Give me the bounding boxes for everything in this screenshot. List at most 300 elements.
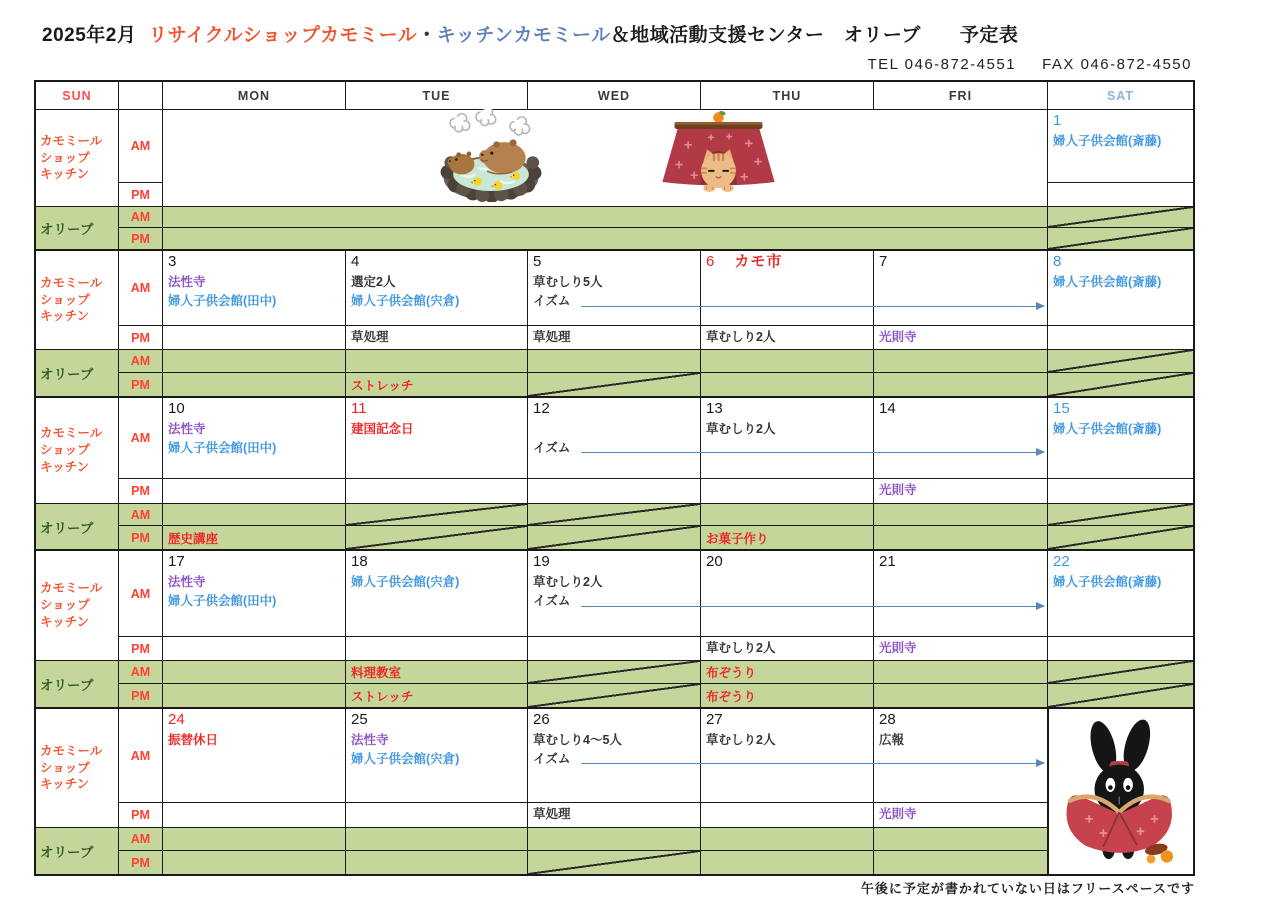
day-pm-cell [346, 803, 527, 827]
chamomile-label-line: ショップ [40, 443, 90, 458]
day-number: 15 [1053, 400, 1070, 417]
chamomile-label-line: ショップ [40, 292, 90, 307]
day-am-cell [874, 551, 1047, 637]
am-row-label: AM [119, 251, 162, 326]
tel-number: TEL 046-872-4551 [867, 56, 1017, 73]
day-number-line [528, 709, 700, 731]
day-number-line [346, 251, 527, 273]
olive-pm-cell [528, 851, 700, 874]
day-number: 22 [1053, 553, 1070, 570]
event-text: 草むしり2人 [706, 422, 776, 436]
olive-merged-column [163, 207, 1048, 249]
event-text: 婦人子供会館(宍倉) [351, 575, 460, 589]
day-column [874, 709, 1048, 827]
olive-pm-cell [528, 684, 700, 707]
olive-ampm-column [119, 661, 163, 707]
olive-am-cell [528, 828, 700, 851]
day-number: 11 [351, 400, 367, 417]
day-column [874, 251, 1048, 349]
chamomile-group [36, 251, 1193, 349]
pm-row-label: PM [131, 330, 150, 345]
olive-am-cell [163, 828, 345, 851]
day-am-cell [163, 709, 345, 803]
day-column [163, 709, 346, 827]
black-rabbit-svg [1059, 717, 1183, 867]
title-separator-dot: ・ [417, 25, 437, 46]
day-number-line [163, 551, 345, 573]
olive-am-cell [1048, 661, 1193, 684]
day-am-cell [163, 398, 345, 479]
event-text: 婦人子供会館(斎藤) [1053, 422, 1162, 436]
week-row-2 [36, 251, 1193, 398]
day-pm-cell [346, 479, 527, 503]
header-cell-MON: MON [163, 82, 346, 109]
day-number-line [163, 251, 345, 273]
olive-event-text: お菓子作り [706, 531, 769, 546]
day-pm-cell [1048, 637, 1193, 660]
arrow-head-icon [1036, 759, 1045, 767]
kotatsu-cat-illustration [641, 110, 796, 206]
title-month: 2025年2月 [42, 25, 137, 46]
footer-note: 午後に予定が書かれていない日はフリースペースです [860, 881, 1195, 896]
kotatsu-cat-svg [641, 110, 796, 201]
event-text: 婦人子供会館(田中) [168, 440, 277, 455]
event-text: 法性寺 [351, 733, 389, 747]
title-olive-center: ＆地域活動支援センター オリーブ 予定表 [610, 25, 1019, 46]
olive-am-cell [701, 828, 873, 851]
day-am-cell [528, 709, 700, 803]
header-cell-SUN: SUN [36, 82, 119, 109]
olive-am-cell [163, 504, 345, 526]
olive-day-column [528, 350, 701, 396]
olive-pm-cell [528, 526, 700, 549]
olive-group [36, 660, 1193, 707]
olive-am-cell [874, 504, 1047, 526]
olive-row-label: オリーブ [36, 350, 119, 396]
olive-row-label: オリーブ [36, 661, 119, 707]
page-title [42, 20, 1018, 47]
olive-event-text: ストレッチ [351, 689, 414, 704]
pm-row-label: PM [131, 641, 150, 656]
olive-am-row-label: AM [119, 504, 162, 526]
olive-day-column [528, 828, 701, 874]
event-text: 草むしり4～5人 [533, 733, 622, 747]
ampm-column [119, 709, 163, 827]
day-number: 17 [168, 553, 185, 570]
olive-day-column [163, 350, 346, 396]
rabbit-illustration-cell [1048, 709, 1193, 874]
day-pm-cell [346, 326, 527, 349]
day-number: 8 [1053, 253, 1062, 270]
chamomile-label-line: キッチン [40, 459, 90, 474]
day-number-line [528, 551, 700, 573]
event-text: イズム [533, 751, 571, 766]
header-cell-SAT: SAT [1106, 88, 1135, 103]
event-text: 草むしり2人 [706, 641, 776, 655]
day-number-line [701, 551, 873, 573]
week-row-3 [36, 398, 1193, 551]
chamomile-label-line: キッチン [40, 167, 90, 182]
header-cell-THU: THU [701, 82, 874, 109]
chamomile-label-line: カモミール [40, 133, 103, 148]
olive-event-text: 布ぞうり [706, 666, 757, 680]
olive-am-cell [346, 828, 527, 851]
day-pm-cell [701, 479, 873, 503]
olive-pm-cell [528, 373, 700, 396]
day-pm-cell [701, 326, 873, 349]
chamomile-label-line: キッチン [40, 777, 90, 792]
olive-pm-row-label: PM [119, 684, 162, 707]
day-am-cell [528, 398, 700, 479]
olive-pm-cell [163, 373, 345, 396]
day-pm-cell [701, 803, 873, 827]
event-text: 法性寺 [168, 575, 206, 589]
olive-pm-cell [701, 684, 873, 707]
day-number-line [1048, 110, 1193, 132]
chamomile-row-label [36, 110, 119, 206]
olive-day-column [528, 661, 701, 707]
olive-am-cell [346, 350, 527, 373]
event-text: 婦人子供会館(宍倉) [351, 751, 460, 766]
day-number-line [701, 251, 873, 273]
chamomile-group [36, 110, 1193, 206]
olive-day-column [701, 350, 874, 396]
day-am-cell [346, 251, 527, 326]
day-pm-cell [528, 326, 700, 349]
day-column [701, 251, 874, 349]
olive-day-column [163, 504, 346, 549]
olive-day-column [701, 661, 874, 707]
ampm-column [119, 251, 163, 349]
day-column [528, 398, 701, 503]
olive-pm-row-label: PM [119, 526, 162, 549]
schedule-arrow-2 [581, 452, 1044, 453]
day-number: 20 [706, 553, 723, 570]
day-number-line [528, 398, 700, 420]
olive-am-cell [528, 350, 700, 373]
day-number-line [163, 709, 345, 731]
olive-day-column [528, 504, 701, 549]
day-am-cell [701, 398, 873, 479]
day-number: 4 [351, 253, 360, 270]
olive-am-cell [528, 661, 700, 684]
day-number-line [1048, 251, 1193, 273]
olive-am-cell [1048, 504, 1193, 526]
olive-pm-cell [163, 851, 345, 874]
chamomile-label-line: ショップ [40, 760, 90, 775]
day-number-line [874, 251, 1047, 273]
olive-row-label: オリーブ [36, 504, 119, 549]
pm-row-label: PM [131, 808, 150, 822]
day-number: 21 [879, 553, 896, 570]
event-text: 婦人子供会館(田中) [168, 293, 277, 308]
olive-day-column [1048, 504, 1193, 549]
olive-group [36, 827, 1193, 874]
day-pm-cell [163, 803, 345, 827]
day-number: 26 [533, 711, 550, 728]
arrow-head-icon [1036, 448, 1045, 456]
day-pm-cell [874, 803, 1047, 827]
olive-pm-cell [701, 373, 873, 396]
day-am-cell [1048, 110, 1193, 183]
olive-am-cell [874, 661, 1047, 684]
day-number-line [874, 398, 1047, 420]
olive-pm-cell [163, 228, 1047, 249]
event-text: 法性寺 [168, 422, 206, 436]
day-pm-cell [701, 637, 873, 660]
day-pm-cell [528, 803, 700, 827]
olive-day-column [1048, 207, 1193, 249]
event-text [528, 420, 700, 439]
olive-pm-cell [346, 526, 527, 549]
day-am-cell [874, 251, 1047, 326]
day-number: 18 [351, 553, 368, 570]
day-number-line [1048, 398, 1193, 420]
day-number: 14 [879, 400, 896, 417]
day-number: 19 [533, 553, 550, 570]
day-number-line [528, 251, 700, 273]
day-event-headline: カモ市 [734, 253, 783, 270]
event-text: イズム [533, 440, 571, 455]
chamomile-label-line: ショップ [40, 150, 90, 165]
olive-event-text: 料理教室 [351, 666, 402, 680]
event-text: 草むしり2人 [706, 733, 776, 747]
day-am-cell [701, 251, 873, 326]
day-number: 12 [533, 400, 550, 417]
week-row-5 [36, 709, 1193, 874]
event-text: 婦人子供会館(宍倉) [351, 293, 460, 308]
day-column [163, 551, 346, 660]
chamomile-row-label [36, 551, 119, 660]
title-shop-chamomile: リサイクルショップカモミール [148, 25, 418, 46]
olive-group [36, 349, 1193, 396]
day-pm-cell [528, 637, 700, 660]
day-column [701, 398, 874, 503]
day-column [1048, 251, 1193, 349]
capybara-onsen-svg [421, 109, 561, 202]
day-number: 1 [1053, 112, 1062, 129]
olive-am-cell [1048, 207, 1193, 228]
day-am-cell [346, 709, 527, 803]
olive-ampm-column [119, 207, 163, 249]
day-column [528, 709, 701, 827]
event-text: 選定2人 [351, 275, 396, 289]
day-number-line [874, 709, 1047, 731]
day-column [346, 709, 528, 827]
day-number: 24 [168, 711, 185, 728]
event-text: 草むしり2人 [533, 575, 603, 589]
am-row-label: AM [119, 398, 162, 479]
olive-pm-row-label: PM [119, 228, 162, 249]
day-column [346, 551, 528, 660]
olive-pm-row-label: PM [119, 373, 162, 396]
event-text: 草むしり5人 [533, 275, 603, 289]
arrow-head-icon [1036, 602, 1045, 610]
day-am-cell [1048, 398, 1193, 479]
olive-day-column [346, 828, 528, 874]
olive-day-column [874, 661, 1048, 707]
event-text: イズム [533, 293, 571, 308]
olive-pm-cell [874, 526, 1047, 549]
week1-illustration-cell [163, 110, 1048, 206]
fax-number: FAX 046-872-4550 [1042, 56, 1192, 73]
olive-pm-cell [701, 851, 873, 874]
am-row-label: AM [119, 110, 162, 183]
olive-day-column [874, 504, 1048, 549]
day-am-cell [528, 551, 700, 637]
day-column [874, 398, 1048, 503]
olive-row-label: オリーブ [36, 828, 119, 874]
day-pm-cell [163, 479, 345, 503]
day-number: 3 [168, 253, 177, 270]
event-text: 草処理 [351, 330, 389, 344]
olive-pm-cell [701, 526, 873, 549]
ampm-column [119, 398, 163, 503]
day-number: 7 [879, 253, 888, 270]
day-number: 13 [706, 400, 723, 417]
day-number-line [346, 551, 527, 573]
olive-event-text: ストレッチ [351, 378, 414, 393]
chamomile-label-line: カモミール [40, 275, 103, 290]
day-column [1048, 398, 1193, 503]
day-number: 10 [168, 400, 185, 417]
day-am-cell [346, 551, 527, 637]
event-text: 光則寺 [879, 483, 917, 497]
week-row-1 [36, 110, 1193, 251]
olive-ampm-column [119, 350, 163, 396]
olive-pm-cell [163, 526, 345, 549]
arrow-head-icon [1036, 302, 1045, 310]
olive-am-row-label: AM [119, 828, 162, 851]
chamomile-label-line: カモミール [40, 743, 103, 758]
olive-pm-cell [346, 851, 527, 874]
calendar-header-row [36, 82, 1193, 110]
schedule-arrow-1 [581, 306, 1044, 307]
event-text: 婦人子供会館(斎藤) [1053, 275, 1162, 289]
olive-am-cell [701, 504, 873, 526]
header-cell-WED: WED [528, 82, 701, 109]
day-pm-cell [163, 637, 345, 660]
event-text: 法性寺 [168, 275, 206, 289]
olive-am-cell [346, 504, 527, 526]
olive-pm-cell [346, 684, 527, 707]
header-cell-spacer [119, 82, 163, 109]
contact-line [868, 56, 1192, 73]
day-number-line [346, 398, 527, 420]
event-text: イズム [533, 593, 571, 608]
day-number-line [874, 551, 1047, 573]
olive-am-cell [874, 828, 1047, 851]
olive-am-cell [701, 661, 873, 684]
day-number-line [701, 709, 873, 731]
olive-event-text: 歴史講座 [168, 531, 219, 546]
event-text: 光則寺 [879, 807, 917, 821]
day-column [701, 709, 874, 827]
event-text: 建国記念日 [351, 422, 414, 436]
chamomile-label-line: キッチン [40, 309, 90, 324]
chamomile-group [36, 398, 1193, 503]
olive-am-row-label: AM [119, 661, 162, 684]
am-row-label: AM [119, 709, 162, 803]
day-am-cell [163, 251, 345, 326]
ampm-column [119, 551, 163, 660]
olive-day-column [701, 828, 874, 874]
olive-am-cell [874, 350, 1047, 373]
day-pm-cell [1048, 479, 1193, 503]
olive-day-column [346, 350, 528, 396]
schedule-arrow-4 [581, 763, 1044, 764]
olive-day-column [163, 828, 346, 874]
day-am-cell [528, 251, 700, 326]
chamomile-label-line: ショップ [40, 598, 90, 613]
day-column [346, 251, 528, 349]
day-pm-cell [874, 479, 1047, 503]
event-text: 婦人子供会館(斎藤) [1053, 575, 1162, 589]
event-text: 振替休日 [168, 733, 219, 747]
chamomile-row-label [36, 398, 119, 503]
olive-day-column [163, 661, 346, 707]
schedule-table-body [36, 82, 1193, 874]
olive-am-cell [701, 350, 873, 373]
day-number: 5 [533, 253, 542, 270]
title-kitchen-chamomile: キッチンカモミール [436, 25, 611, 46]
day-am-cell [701, 709, 873, 803]
day-number-line [701, 398, 873, 420]
event-text: 草むしり2人 [706, 330, 776, 344]
day-am-cell [874, 709, 1047, 803]
olive-am-cell [1048, 350, 1193, 373]
day-pm-cell [346, 637, 527, 660]
olive-pm-cell [874, 684, 1047, 707]
day-number: 25 [351, 711, 368, 728]
day-column [163, 251, 346, 349]
day-number-line [163, 398, 345, 420]
event-text: 光則寺 [879, 330, 917, 344]
event-text: 婦人子供会館(斎藤) [1053, 134, 1162, 148]
week-row-4 [36, 551, 1193, 709]
pm-row-label: PM [131, 484, 150, 498]
pm-row-label: PM [131, 187, 150, 202]
olive-pm-cell [163, 684, 345, 707]
day-pm-cell [163, 326, 345, 349]
schedule-arrow-3 [581, 606, 1044, 607]
olive-pm-row-label: PM [119, 851, 162, 874]
olive-pm-cell [874, 373, 1047, 396]
olive-day-column [874, 350, 1048, 396]
am-row-label: AM [119, 551, 162, 637]
day-am-cell [1048, 551, 1193, 637]
olive-am-cell [163, 207, 1047, 228]
olive-ampm-column [119, 828, 163, 874]
olive-am-cell [163, 350, 345, 373]
olive-row-label: オリーブ [36, 207, 119, 249]
chamomile-label-line: カモミール [40, 581, 103, 596]
day-pm-cell [528, 479, 700, 503]
olive-am-row-label: AM [119, 350, 162, 373]
day-am-cell [1048, 251, 1193, 326]
header-cell-TUE: TUE [346, 82, 528, 109]
olive-am-cell [528, 504, 700, 526]
olive-pm-cell [874, 851, 1047, 874]
event-text: 婦人子供会館(田中) [168, 593, 277, 608]
chamomile-row-label [36, 709, 119, 827]
event-text: 光則寺 [879, 641, 917, 655]
day-number: 28 [879, 711, 896, 728]
day-number-line [346, 709, 527, 731]
olive-am-row-label: AM [119, 207, 162, 228]
chamomile-label-line: キッチン [40, 614, 90, 629]
olive-pm-cell [1048, 373, 1193, 396]
